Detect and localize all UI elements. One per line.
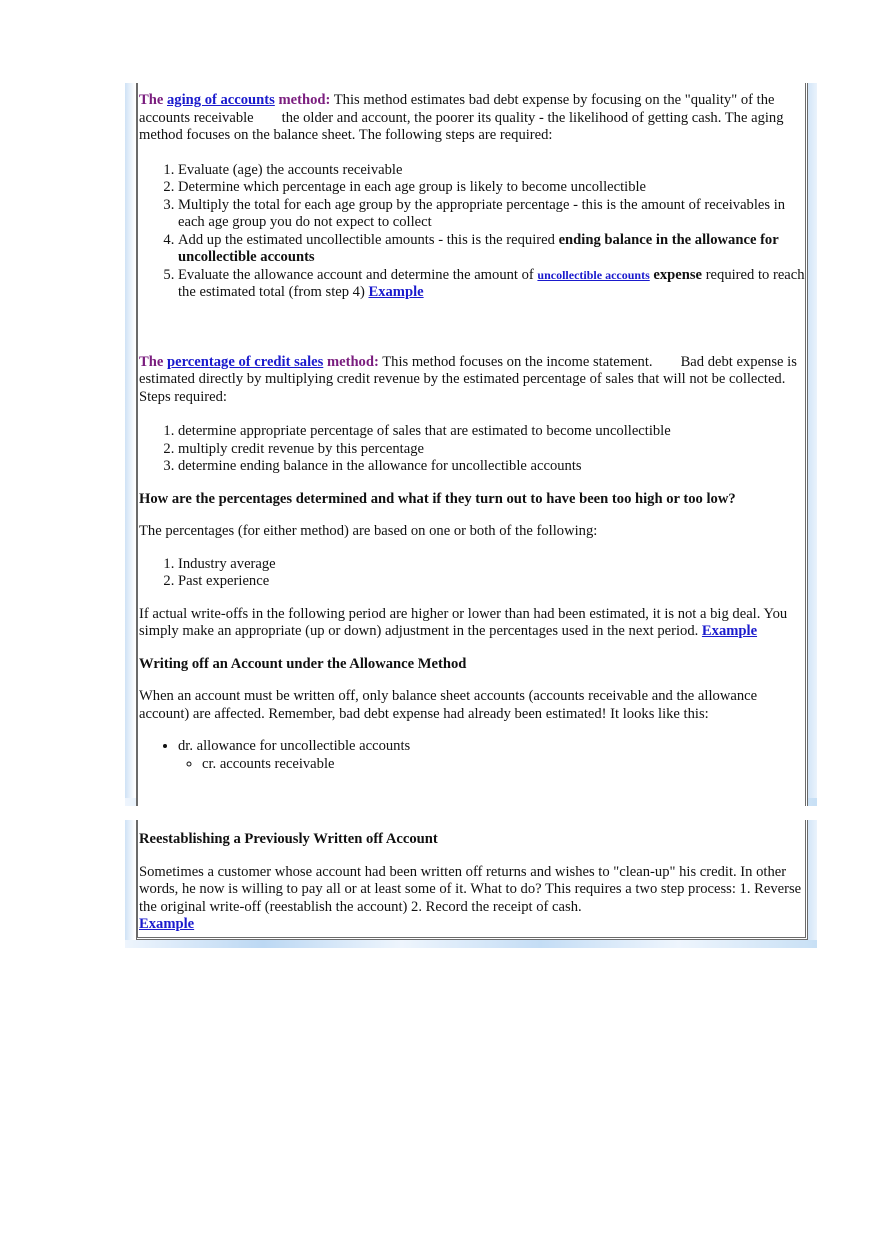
- reestablish-paragraph: [139, 864, 805, 934]
- basis-item-2: 2. Past experience: [178, 573, 805, 591]
- percentage-of-credit-sales-link[interactable]: percentage of credit sales: [166, 353, 324, 370]
- percentage-steps-list: [139, 423, 805, 476]
- aging-intro: [139, 92, 805, 145]
- aging-intro-1: This method estimates bad debt expense by focusing on the "quality" of the accounts receivable: [139, 92, 775, 126]
- content-panel-reestablish: [125, 820, 817, 948]
- reestablish-example-link[interactable]: Example: [139, 916, 195, 932]
- panel-content: [139, 820, 805, 934]
- aging-of-accounts-link[interactable]: aging of accounts: [166, 92, 275, 108]
- percentage-intro-2: Bad debt expense is estimated directly by multiplying credit revenue by the estimated percentage of sales that will not be collected. Steps required:: [139, 353, 797, 405]
- aging-step-1: 1. Evaluate (age) the accounts receivable: [178, 162, 805, 180]
- panel-content: [139, 83, 805, 773]
- writeoff-paragraph: When an account must be written off, only balance sheet accounts (accounts receivable and the allowance account) are affected. Remember, bad debt expense had already been estimated! It looks like this:: [139, 688, 758, 722]
- percentages-basis-list: [139, 556, 805, 591]
- writeoff-variance-paragraph: [139, 606, 805, 641]
- aging-title-pre: The: [139, 92, 167, 108]
- aging-step-5-text: Evaluate the allowance account and determine the amount of: [178, 266, 538, 283]
- aging-step-5-post: required to reach the estimated total (from step 4): [178, 266, 805, 300]
- basis-item-1: 1. Industry average: [178, 556, 805, 574]
- aging-step-4-text: Add up the estimated uncollectible amounts - this is the required: [178, 231, 559, 248]
- percentages-question-intro: The percentages (for either method) are based on one or both of the following:: [139, 523, 598, 539]
- content-panel-main: [125, 83, 817, 806]
- percentages-question-heading: How are the percentages determined and what if they turn out to have been too high or too low?: [139, 490, 736, 507]
- percentage-step-1: 1. determine appropriate percentage of sales that are estimated to become uncollectible: [178, 423, 805, 441]
- percentage-intro-1: This method focuses on the income statement.: [378, 353, 653, 370]
- aging-step-5-bold: expense: [649, 266, 703, 283]
- aging-step-3: 3. Multiply the total for each age group by the appropriate percentage - this is the amount of receivables in each age group you do not expect to collect: [178, 197, 805, 232]
- writeoff-debit-text: dr. allowance for uncollectible accounts: [178, 738, 411, 754]
- writeoff-credit-list: [178, 756, 805, 774]
- writeoff-heading: Writing off an Account under the Allowance Method: [139, 655, 467, 672]
- percentage-step-3: 3. determine ending balance in the allowance for uncollectible accounts: [178, 458, 805, 476]
- percentage-title-pre: The: [139, 353, 167, 370]
- panel-frame: [136, 820, 808, 940]
- panel-frame: [136, 83, 808, 806]
- percentage-step-2: 2. multiply credit revenue by this percentage: [178, 441, 805, 459]
- writeoff-entry-list: [139, 738, 805, 773]
- writeoff-variance-text: If actual write-offs in the following period are higher or lower than had been estimated, it is not a big deal. You simply make an appropriate (up or down) adjustment in the percentages used in the next period.: [139, 605, 788, 639]
- percentages-example-link[interactable]: Example: [701, 623, 758, 639]
- aging-intro-2: the older and account, the poorer its quality - the likelihood of getting cash. The aging method focuses on the balance sheet. The following steps are required:: [139, 109, 784, 143]
- aging-step-5: [178, 267, 805, 302]
- reestablish-heading: Reestablishing a Previously Written off Account: [139, 831, 438, 847]
- panel-shadow: [125, 940, 817, 948]
- reestablish-text: Sometimes a customer whose account had been written off returns and wishes to "clean-up" his credit. In other words, he now is willing to pay all or at least some of it. What to do? This requires a two step process: 1. Reverse the original write-off (reestablish the account) 2. Record the receipt of cash.: [139, 863, 802, 915]
- uncollectible-accounts-link[interactable]: uncollectible accounts: [537, 267, 650, 282]
- aging-steps-list: [139, 162, 805, 302]
- percentage-title-post: method:: [323, 353, 379, 370]
- aging-title-post: method:: [274, 92, 331, 108]
- aging-step-4: [178, 232, 805, 267]
- writeoff-credit-item: ◦ cr. accounts receivable: [202, 756, 805, 774]
- aging-step-2: 2. Determine which percentage in each age group is likely to become uncollectible: [178, 179, 805, 197]
- aging-example-link[interactable]: Example: [368, 284, 424, 300]
- percentage-intro: [139, 354, 805, 407]
- aging-step-4-bold: ending balance in the allowance for uncollectible accounts: [178, 231, 779, 265]
- writeoff-debit-item: [178, 738, 805, 773]
